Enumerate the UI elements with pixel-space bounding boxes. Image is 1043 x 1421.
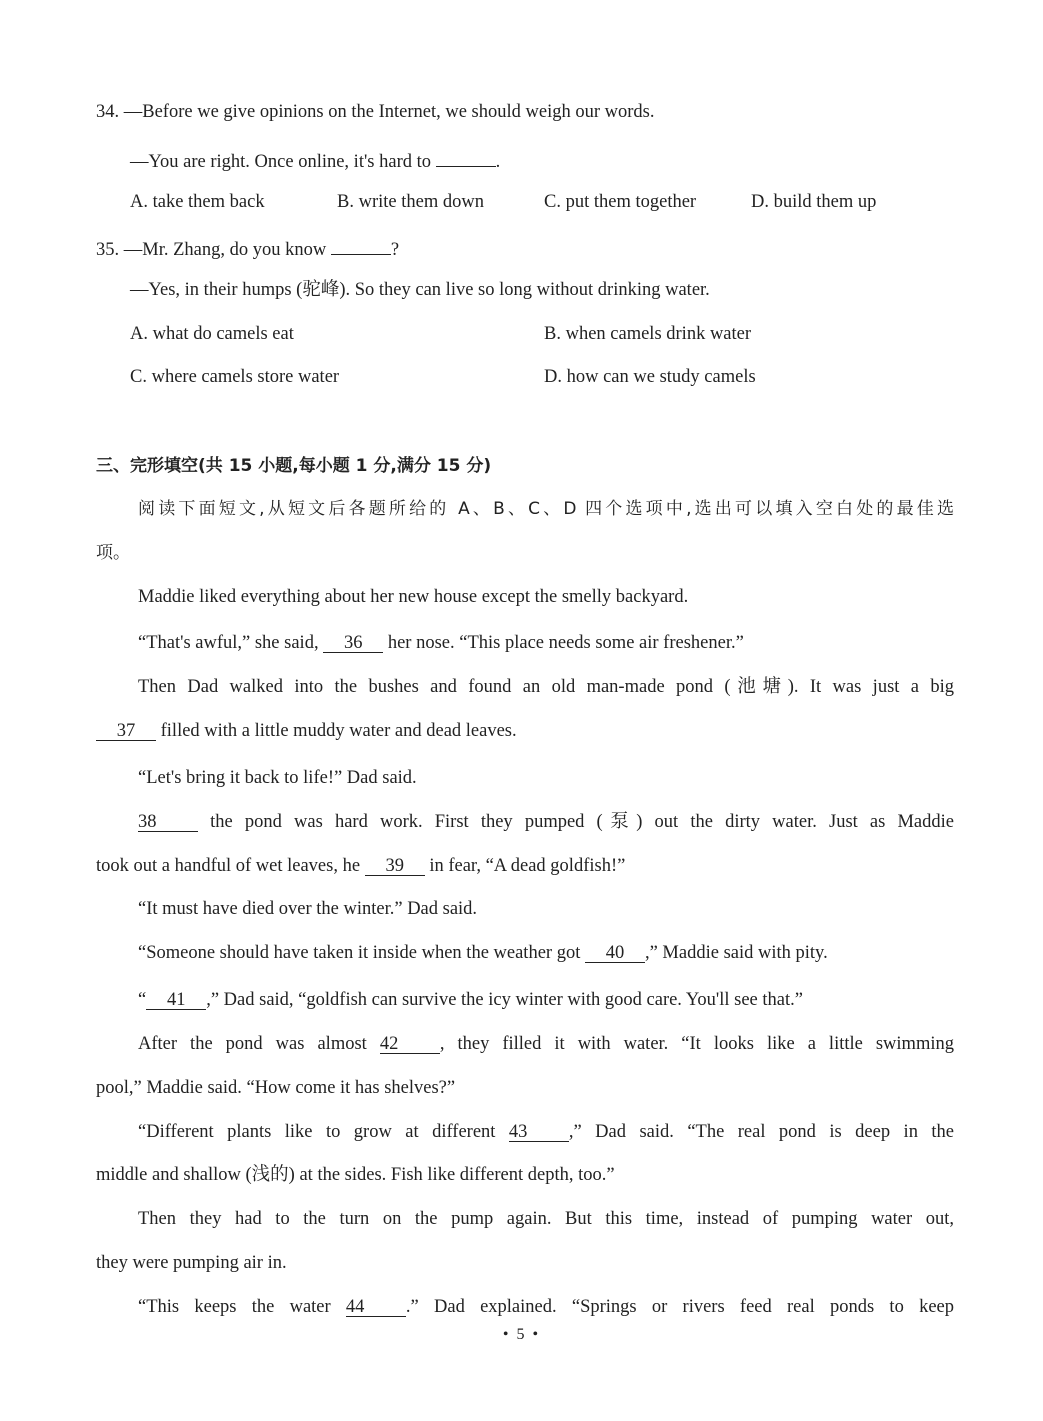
blank-40[interactable]: 40	[585, 942, 645, 963]
q34-blank[interactable]	[436, 146, 496, 167]
passage-paragraph-4: “Let's bring it back to life!” Dad said.	[138, 768, 417, 788]
passage-paragraph-8: “ 41 ,” Dad said, “goldfish can survive the icy winter with good care. You'll see that.”	[138, 990, 803, 1010]
q35-stem: 35. —Mr. Zhang, do you know ?	[96, 234, 399, 262]
blank-43[interactable]: 43	[509, 1121, 569, 1142]
q35-option-c[interactable]: C. where camels store water	[130, 367, 340, 387]
section-instruction: 阅读下面短文,从短文后各题所给的 A、B、C、D 四个选项中,选出可以填入空白处的最佳选	[138, 499, 954, 519]
blank-41[interactable]: 41	[146, 989, 206, 1010]
q35-option-a[interactable]: A. what do camels eat	[130, 324, 294, 344]
passage-paragraph-1: Maddie liked everything about her new house except the smelly backyard.	[138, 587, 689, 607]
q35-option-b[interactable]: B. when camels drink water	[544, 324, 752, 344]
passage-paragraph-12: “This keeps the water 44 .” Dad explained. “Springs or rivers feed real ponds to keep	[138, 1297, 954, 1317]
blank-39[interactable]: 39	[365, 855, 425, 876]
q34-reply: —You are right. Once online, it's hard to .	[130, 146, 500, 174]
blank-37[interactable]: 37	[96, 720, 156, 741]
section-title: 三、完形填空(共 15 小题,每小题 1 分,满分 15 分)	[96, 456, 492, 476]
passage-paragraph-2: “That's awful,” she said, 36 her nose. “This place needs some air freshener.”	[138, 633, 744, 653]
page-number: • 5 •	[502, 1326, 541, 1343]
q35-reply: —Yes, in their humps (驼峰). So they can live so long without drinking water.	[130, 280, 710, 300]
passage-paragraph-3: Then Dad walked into the bushes and found an old man-made pond (池塘). It was just a big	[138, 677, 954, 697]
q34-option-d[interactable]: D. build them up	[751, 192, 877, 212]
passage-paragraph-6: “It must have died over the winter.” Dad said.	[138, 899, 478, 919]
q34-option-a[interactable]: A. take them back	[130, 192, 265, 212]
passage-paragraph-3-cont: 37 filled with a little muddy water and dead leaves.	[96, 719, 517, 743]
passage-paragraph-11: Then they had to the turn on the pump again. But this time, instead of pumping water out,	[138, 1209, 954, 1229]
passage-paragraph-10: “Different plants like to grow at different 43 ,” Dad said. “The real pond is deep in the	[138, 1122, 954, 1142]
passage-paragraph-5-cont: took out a handful of wet leaves, he 39 in fear, “A dead goldfish!”	[96, 856, 626, 876]
blank-38[interactable]: 38	[138, 811, 198, 832]
passage-paragraph-10-cont: middle and shallow (浅的) at the sides. Fish like different depth, too.”	[96, 1165, 615, 1185]
blank-42[interactable]: 42	[380, 1033, 440, 1054]
passage-paragraph-9-cont: pool,” Maddie said. “How come it has shelves?”	[96, 1078, 456, 1098]
q34-option-c[interactable]: C. put them together	[544, 192, 697, 212]
passage-paragraph-7: “Someone should have taken it inside when the weather got 40 ,” Maddie said with pity.	[138, 943, 828, 963]
passage-paragraph-5: 38 the pond was hard work. First they pumped (泵) out the dirty water. Just as Maddie	[138, 812, 954, 832]
q34-stem: 34. —Before we give opinions on the Internet, we should weigh our words.	[96, 102, 655, 122]
passage-paragraph-9: After the pond was almost 42 , they filled it with water. “It looks like a little swimming	[138, 1034, 954, 1054]
section-instruction-cont: 项。	[96, 543, 130, 563]
q35-option-d[interactable]: D. how can we study camels	[544, 367, 756, 387]
blank-44[interactable]: 44	[346, 1296, 406, 1317]
q35-blank[interactable]	[331, 234, 391, 255]
blank-36[interactable]: 36	[323, 632, 383, 653]
q34-option-b[interactable]: B. write them down	[337, 192, 484, 212]
passage-paragraph-11-cont: they were pumping air in.	[96, 1253, 287, 1273]
